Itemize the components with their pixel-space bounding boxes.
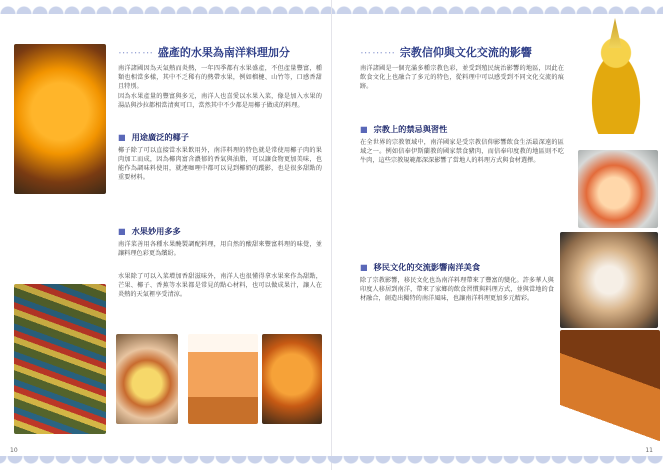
right-section-title	[360, 44, 532, 60]
food-photo-2	[560, 232, 658, 328]
square-bullet-icon: ■	[360, 262, 368, 272]
left-section-title	[118, 44, 290, 60]
bottom-scallop-border	[0, 456, 663, 470]
left-intro-paragraph-2: 因為水果產量的豐富與多元，南洋人也喜愛以水果入菜，像是加入水果的湯品與沙拉都相當清爽可口，當然其中不少都是用椰子做成的料理。	[118, 93, 322, 109]
square-bullet-icon: ■	[360, 124, 368, 134]
page-gutter	[331, 0, 332, 470]
square-bullet-icon: ■	[118, 226, 126, 236]
right-intro-paragraph: 南洋諸國是一個充滿多種宗教色彩，並受到殖民統治影響的地區，因此在飲食文化上也融合了多元的特色，從料理中可以感受到不同文化交流的痕跡。	[360, 65, 564, 90]
left-sub2-body-2: 水果除了可以入菜增加香甜滋味外，南洋人也很懂得拿水果來作為甜點，芒果、椰子、香蕉等水果都是常見的點心材料，也可以做成果汁，讓人在炎熱的天氣裡享受清涼。	[118, 273, 322, 298]
bread-photo	[560, 330, 660, 442]
left-intro-paragraph-1: 南洋諸國因為天氣熱而炎熱，一年四季都有水果盛產，不但產量豐富，種類也相當多樣，其中不乏稀有的熱帶水果，例如榴槤、山竹等，口感香甜且特別。	[118, 65, 322, 90]
right-subhead-2	[360, 262, 480, 273]
thai-tea-photo	[188, 334, 258, 424]
left-sub2-body-1: 南洋菜善用各種水果醃製調配料理，用自然的酸甜來豐富料理的味覺，並讓料理色彩更為繽紛。	[118, 241, 322, 257]
left-sub1-body: 椰子除了可以直接當水果飲用外，南洋料理的特色就是常使用椰子肉的果肉加工而成，因為椰肉富含濃郁的香氣與油脂，可以讓食物更加美味，也能作為調味料使用，就連咖哩中都可以見到椰奶的蹤影，也是很多甜點的重要材料。	[118, 147, 322, 181]
left-subhead-1-label: 用途廣泛的椰子	[131, 132, 189, 142]
food-photo-1	[578, 150, 658, 228]
left-subhead-2	[118, 226, 181, 237]
page-number-left: 10	[10, 447, 18, 454]
dessert-photo	[116, 334, 178, 424]
title-dots: ⋯⋯⋯	[360, 46, 396, 59]
right-sub1-body: 在全世界的宗教領域中，南洋國家是受宗教信仰影響飲食生活最深遠的區域之一。例如信奉伊斯蘭教的國家禁食豬肉，而信奉印度教的地區則不吃牛肉，這些宗教規範都深深影響了當地人的料理方式與食材選擇。	[360, 139, 564, 164]
page-number-right: 11	[645, 447, 653, 454]
golden-buddha-photo	[574, 18, 658, 134]
left-subhead-1	[118, 132, 189, 143]
left-subhead-2-label: 水果妙用多多	[131, 226, 181, 236]
right-title-text: 宗教信仰與文化交流的影響	[399, 46, 532, 59]
right-subhead-2-label: 移民文化的交流影響南洋美食	[373, 262, 481, 272]
right-subhead-1-label: 宗教上的禁忌與習性	[373, 124, 448, 134]
fruit-photo	[14, 44, 106, 194]
floating-market-photo	[14, 284, 106, 434]
title-dots: ⋯⋯⋯	[118, 46, 154, 59]
pumpkin-dessert-photo	[262, 334, 322, 424]
square-bullet-icon: ■	[118, 132, 126, 142]
right-subhead-1	[360, 124, 447, 135]
right-sub2-body: 除了宗教影響，移民文化也為南洋料理帶來了豐富的變化。許多華人與印度人移居到南洋，帶來了家鄉的飲食習慣與料理方式，並與當地的食材融合，創造出獨特的南洋風味，也讓南洋料理更加多元精彩。	[360, 277, 554, 302]
left-title-text: 盛產的水果為南洋料理加分	[157, 46, 290, 59]
